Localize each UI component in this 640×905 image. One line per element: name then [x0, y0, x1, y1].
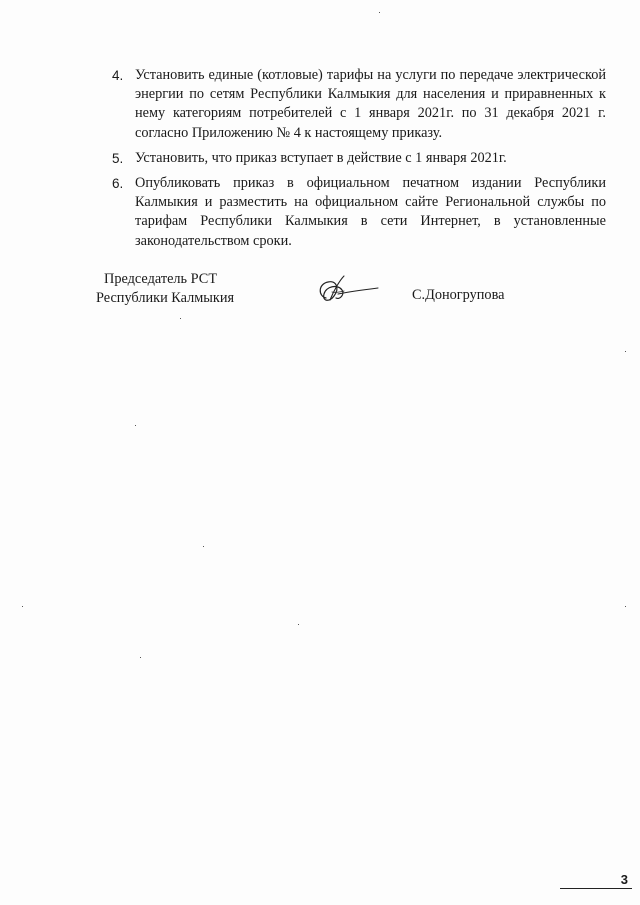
item-text: Установить единые (котловые) тарифы на услуги по передаче электрической энергии по сетям Республики Калмыкия для населения и приравненных к нему категориям потребителей с 1 января 2021г. по 31 декабря 2021 г. согласно Приложению № 4 к настоящему приказу. [135, 67, 606, 141]
scan-speck [135, 425, 136, 426]
scan-speck [180, 318, 181, 319]
signer-position-line2: Республики Калмыкия [96, 290, 235, 306]
scan-speck [625, 606, 626, 607]
signer-name: С.Доногрупова [412, 287, 505, 303]
page-number: 3 [620, 872, 628, 887]
order-items-list [112, 66, 606, 257]
scan-speck [22, 606, 23, 607]
signer-position-line1: Председатель РСТ [104, 271, 218, 287]
scan-speck [298, 624, 299, 625]
scan-speck [203, 546, 204, 547]
signature-block [96, 270, 546, 320]
signer-position [96, 270, 234, 308]
scan-speck [625, 351, 626, 352]
item-number: 5. [112, 150, 124, 166]
item-number: 4. [112, 68, 124, 83]
item-text: Установить, что приказ вступает в действие с 1 января 2021г. [135, 149, 507, 166]
handwritten-signature [312, 272, 382, 308]
order-item-4 [112, 66, 606, 143]
scan-speck [379, 12, 380, 13]
scan-speck [140, 657, 141, 658]
item-number: 6. [112, 176, 124, 192]
order-item-5 [112, 149, 606, 168]
item-text: Опубликовать приказ в официальном печатном издании Республики Калмыкия и разместить на официальном сайте Региональной службы по тарифам Республики Калмыкия в сети Интернет, в установленные законодательством сроки. [135, 175, 606, 249]
page-number-rule [560, 888, 632, 889]
order-item-6 [112, 174, 606, 251]
